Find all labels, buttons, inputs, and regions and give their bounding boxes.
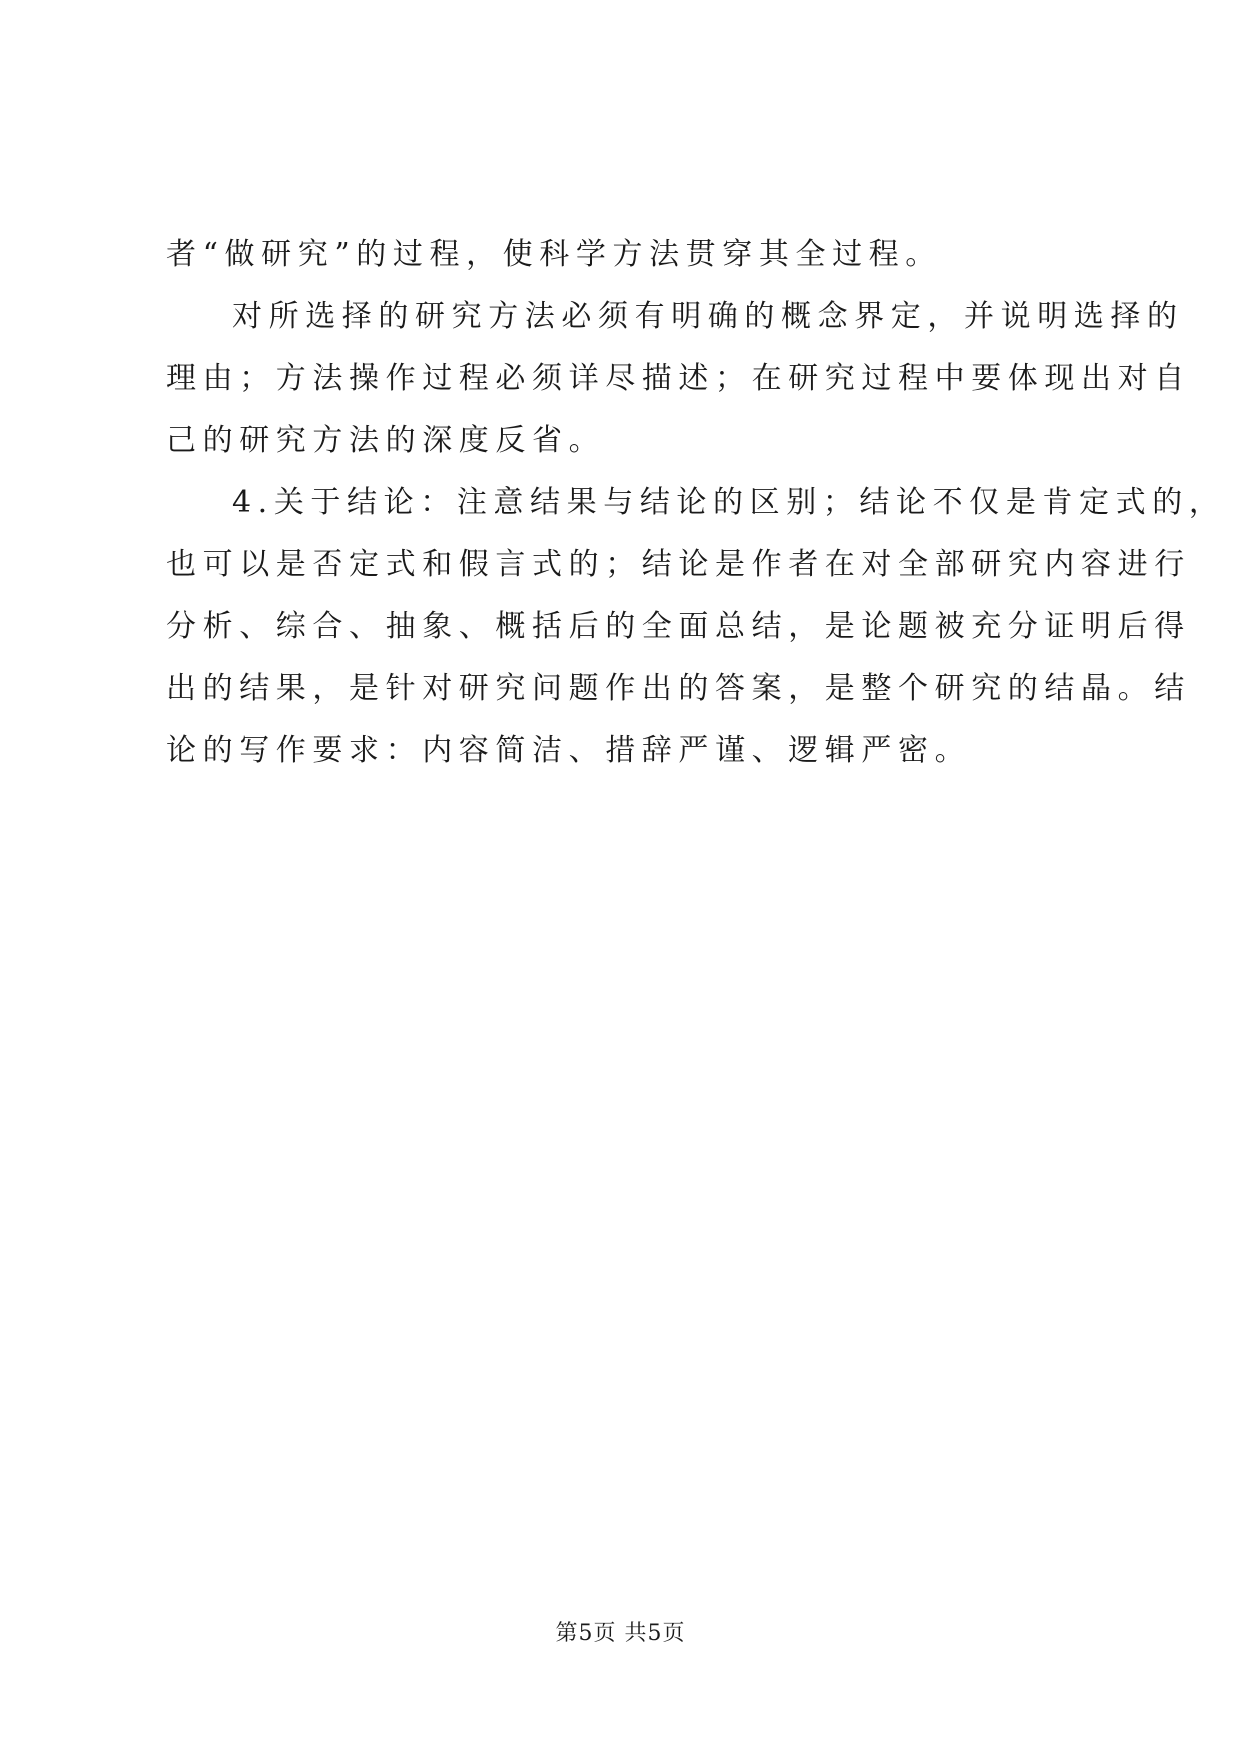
paragraph-line: 分析、综合、抽象、概括后的全面总结，是论题被充分证明后得 bbox=[166, 609, 1191, 644]
paragraph-line: 4.关于结论：注意结果与结论的区别；结论不仅是肯定式的， bbox=[232, 485, 1226, 520]
paragraph-line: 己的研究方法的深度反省。 bbox=[166, 423, 606, 458]
page-number-footer: 第5页 共5页 bbox=[555, 1621, 686, 1646]
paragraph-line: 理由；方法操作过程必须详尽描述；在研究过程中要体现出对自 bbox=[166, 361, 1191, 396]
paragraph-line: 者“做研究”的过程，使科学方法贯穿其全过程。 bbox=[166, 237, 942, 272]
paragraph-line: 论的写作要求：内容简洁、措辞严谨、逻辑严密。 bbox=[166, 733, 972, 768]
paragraph-line: 对所选择的研究方法必须有明确的概念界定，并说明选择的 bbox=[232, 299, 1184, 334]
paragraph-line: 出的结果，是针对研究问题作出的答案，是整个研究的结晶。结 bbox=[166, 671, 1191, 706]
paragraph-line: 也可以是否定式和假言式的；结论是作者在对全部研究内容进行 bbox=[166, 547, 1191, 582]
